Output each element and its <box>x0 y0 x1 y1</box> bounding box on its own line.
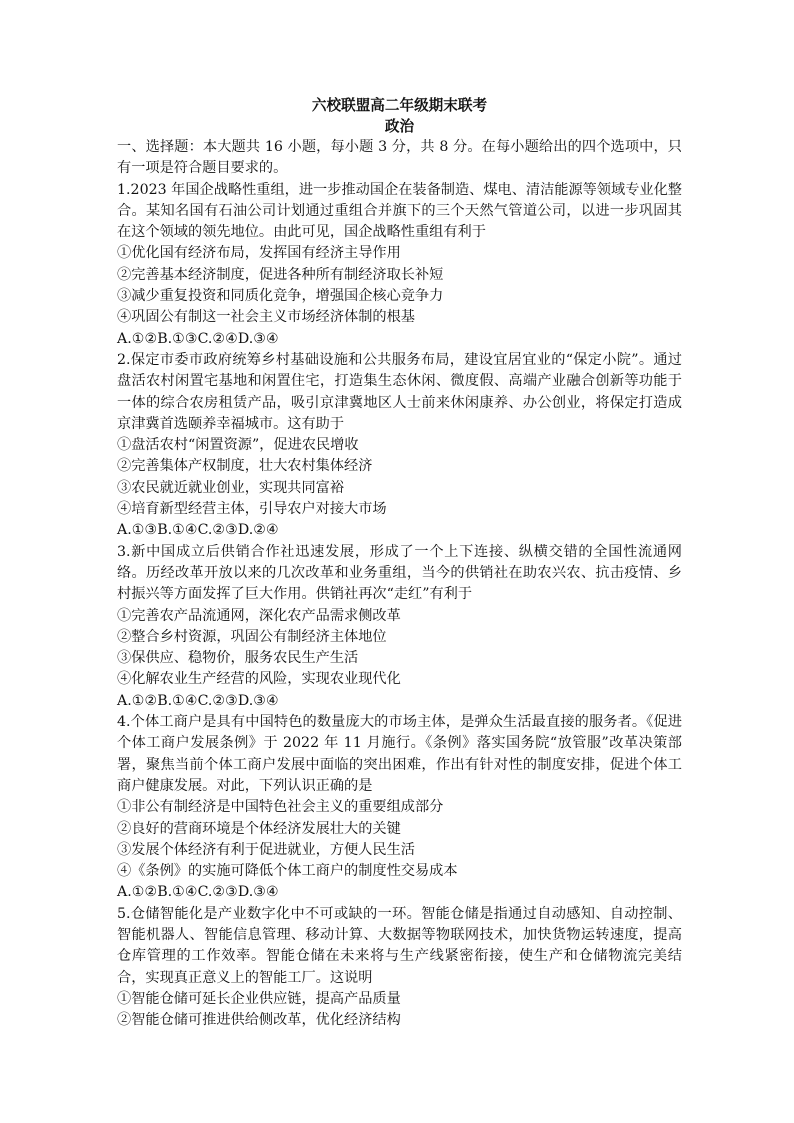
question-option: ③减少重复投资和同质化竞争，增强国企核心竞争力 <box>117 288 444 305</box>
question-stem: 2.保定市委市政府统筹乡村基础设施和公共服务布局，建设宜居宜业的“保定小院”。通过盘活农村闲置宅基地和闲置住宅，打造集生态休闲、微度假、高端产业融合创新等功能于一体的综合农房租赁产品，吸引京津冀地区人士前来休闲康养、办公创业，将保定打造成京津冀首选颐养幸福城市。这有助于 <box>117 351 682 432</box>
answer-choices: A.①②B.①④C.②③D.③④ <box>117 884 279 901</box>
question-option: ④培育新型经营主体，引导农户对接大市场 <box>117 501 387 518</box>
question-option: ③农民就近就业创业，实现共同富裕 <box>117 479 345 496</box>
question-stem: 4.个体工商户是具有中国特色的数量庞大的市场主体，是弹众生活最直接的服务者。《促进个体工商户发展条例》于 2022 年 11 月施行。《条例》落实国务院“放管服”改革决策部署，聚焦当前个体工商户发展中面临的突出困难，作出有针对性的制度安排，促进个体工商户健康发展。对此，下列认识正确的是 <box>117 714 682 794</box>
question-option: ②良好的营商环境是个体经济发展壮大的关键 <box>117 820 401 837</box>
question-5 <box>117 904 682 1032</box>
answer-choices: A.①③B.①④C.②③D.②④ <box>117 522 279 539</box>
question-option: ①优化国有经济布局，发挥国有经济主导作用 <box>117 245 401 262</box>
question-option: ③保供应、稳物价，服务农民生产生活 <box>117 650 359 667</box>
section-instructions: 一、选择题：本大题共 16 小题，每小题 3 分，共 8 分。在每小题给出的四个选项中，只有一项是符合题目要求的。 <box>117 139 682 177</box>
question-1 <box>117 180 682 350</box>
question-option: ④化解农业生产经营的风险，实现农业现代化 <box>117 671 401 688</box>
question-option: ②整合乡村资源，巩固公有制经济主体地位 <box>117 628 387 645</box>
question-stem: 3.新中国成立后供销合作社迅速发展，形成了一个上下连接、纵横交错的全国性流通网络。历经改革开放以来的几次改革和业务重组，当今的供销社在助农兴农、抗击疫情、乡村振兴等方面发挥了巨大作用。供销社再次“走红”有利于 <box>117 543 682 603</box>
question-option: ①完善农产品流通网，深化农产品需求侧改革 <box>117 607 401 624</box>
exam-page <box>117 95 682 1031</box>
question-option: ①智能仓储可延长企业供应链，提高产品质量 <box>117 990 401 1007</box>
question-3 <box>117 542 682 712</box>
question-2 <box>117 350 682 542</box>
question-option: ②完善基本经济制度，促进各种所有制经济取长补短 <box>117 266 444 283</box>
question-4 <box>117 712 682 904</box>
answer-choices: A.①②B.①③C.②④D.③④ <box>117 330 279 347</box>
question-option: ①非公有制经济是中国特色社会主义的重要组成部分 <box>117 799 444 816</box>
exam-title: 六校联盟高二年级期末联考 <box>311 97 488 114</box>
question-option: ②智能仓储可推进供给侧改革，优化经济结构 <box>117 1012 401 1029</box>
question-stem: 5.仓储智能化是产业数字化中不可或缺的一环。智能仓储是指通过自动感知、自动控制、智能机器人、智能信息管理、移动计算、大数据等物联网技术，加快货物运转速度，提高仓库管理的工作效率。智能仓储在未来将与生产线紧密衔接，使生产和仓储物流完美结合，实现真正意义上的智能工厂。这说明 <box>117 905 682 986</box>
question-stem: 1.2023 年国企战略性重组，进一步推动国企在装备制造、煤电、清洁能源等领域专业化整合。某知名国有石油公司计划通过重组合并旗下的三个天然气管道公司，以进一步巩固其在这个领域的领先地位。由此可见，国企战略性重组有利于 <box>117 181 682 241</box>
question-option: ④《条例》的实施可降低个体工商户的制度性交易成本 <box>117 863 458 880</box>
question-option: ③发展个体经济有利于促进就业，方便人民生活 <box>117 841 415 858</box>
question-option: ①盘活农村“闲置资源”，促进农民增收 <box>117 437 359 454</box>
answer-choices: A.①②B.①④C.②③D.③④ <box>117 692 279 709</box>
question-option: ④巩固公有制这一社会主义市场经济体制的根基 <box>117 309 415 326</box>
question-option: ②完善集体产权制度，壮大农村集体经济 <box>117 458 373 475</box>
exam-subject: 政治 <box>384 118 415 135</box>
